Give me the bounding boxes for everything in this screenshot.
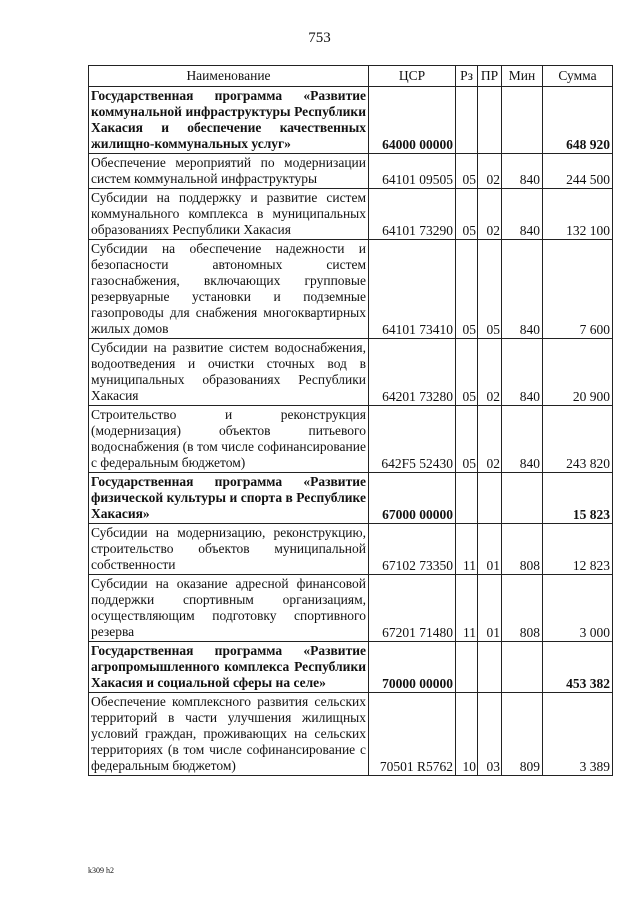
cell-name: Обеспечение комплексного развития сельских территорий в части улучшения жилищных условий граждан, проживающих на сельских территориях (в том числе софинансирование с федеральным бюджетом)	[89, 693, 369, 776]
cell-pr	[478, 473, 502, 524]
cell-csr: 70501 R5762	[369, 693, 456, 776]
table-row	[89, 524, 613, 575]
cell-rz: 05	[456, 240, 478, 339]
cell-sum: 453 382	[543, 642, 613, 693]
cell-name: Государственная программа «Развитие физической культуры и спорта в Республике Хакасия»	[89, 473, 369, 524]
table-row	[89, 189, 613, 240]
cell-min: 808	[502, 524, 543, 575]
table-row	[89, 154, 613, 189]
cell-sum: 3 000	[543, 575, 613, 642]
cell-min: 840	[502, 339, 543, 406]
cell-sum: 15 823	[543, 473, 613, 524]
cell-rz: 05	[456, 189, 478, 240]
cell-csr: 67000 00000	[369, 473, 456, 524]
table-row	[89, 406, 613, 473]
cell-min: 840	[502, 406, 543, 473]
cell-rz: 10	[456, 693, 478, 776]
cell-min	[502, 473, 543, 524]
cell-name: Субсидии на развитие систем водоснабжения, водоотведения и очистки сточных вод в муниципальных образованиях Республики Хакасия	[89, 339, 369, 406]
cell-sum: 20 900	[543, 339, 613, 406]
table-row	[89, 240, 613, 339]
footer-code: k309 h2	[88, 866, 114, 875]
table-row-program	[89, 642, 613, 693]
header-name: Наименование	[89, 66, 369, 87]
cell-name: Субсидии на модернизацию, реконструкцию, строительство объектов муниципальной собственности	[89, 524, 369, 575]
cell-pr: 02	[478, 154, 502, 189]
cell-rz: 11	[456, 524, 478, 575]
cell-name: Обеспечение мероприятий по модернизации систем коммунальной инфраструктуры	[89, 154, 369, 189]
cell-name: Государственная программа «Развитие коммунальной инфраструктуры Республики Хакасия и обеспечение качественных жилищно-коммунальных услуг»	[89, 87, 369, 154]
cell-name: Строительство и реконструкция (модернизация) объектов питьевого водоснабжения (в том числе софинансирование с федеральным бюджетом)	[89, 406, 369, 473]
cell-csr: 67201 71480	[369, 575, 456, 642]
cell-rz: 05	[456, 406, 478, 473]
header-csr: ЦСР	[369, 66, 456, 87]
cell-csr: 64101 73410	[369, 240, 456, 339]
cell-rz: 05	[456, 154, 478, 189]
table-row-program	[89, 473, 613, 524]
header-min: Мин	[502, 66, 543, 87]
cell-name: Субсидии на оказание адресной финансовой поддержки спортивным организациям, осуществляющим подготовку спортивного резерва	[89, 575, 369, 642]
cell-min: 809	[502, 693, 543, 776]
cell-sum: 12 823	[543, 524, 613, 575]
cell-min: 840	[502, 154, 543, 189]
table-row	[89, 575, 613, 642]
table-row	[89, 339, 613, 406]
cell-csr: 64000 00000	[369, 87, 456, 154]
page-number: 753	[308, 30, 331, 46]
budget-table	[88, 65, 613, 776]
cell-min: 808	[502, 575, 543, 642]
cell-rz	[456, 473, 478, 524]
cell-rz	[456, 87, 478, 154]
cell-sum: 3 389	[543, 693, 613, 776]
cell-csr: 70000 00000	[369, 642, 456, 693]
cell-rz: 11	[456, 575, 478, 642]
cell-pr: 03	[478, 693, 502, 776]
cell-pr: 02	[478, 406, 502, 473]
cell-pr	[478, 642, 502, 693]
cell-name: Субсидии на поддержку и развитие систем коммунального комплекса в муниципальных образованиях Республики Хакасия	[89, 189, 369, 240]
table-row	[89, 693, 613, 776]
cell-name: Субсидии на обеспечение надежности и безопасности автономных систем газоснабжения, включающих групповые резервуарные установки и подземные газопроводы для снабжения многоквартирных жилых домов	[89, 240, 369, 339]
header-pr: ПР	[478, 66, 502, 87]
cell-csr: 64101 09505	[369, 154, 456, 189]
table-row-program	[89, 87, 613, 154]
cell-sum: 132 100	[543, 189, 613, 240]
cell-csr: 64201 73280	[369, 339, 456, 406]
cell-csr: 67102 73350	[369, 524, 456, 575]
cell-sum: 244 500	[543, 154, 613, 189]
cell-rz	[456, 642, 478, 693]
cell-pr	[478, 87, 502, 154]
cell-csr: 642F5 52430	[369, 406, 456, 473]
cell-pr: 01	[478, 575, 502, 642]
table-body	[89, 87, 613, 776]
cell-csr: 64101 73290	[369, 189, 456, 240]
cell-sum: 7 600	[543, 240, 613, 339]
cell-min: 840	[502, 189, 543, 240]
cell-pr: 05	[478, 240, 502, 339]
cell-pr: 02	[478, 189, 502, 240]
header-rz: Рз	[456, 66, 478, 87]
cell-min: 840	[502, 240, 543, 339]
cell-pr: 01	[478, 524, 502, 575]
cell-sum: 243 820	[543, 406, 613, 473]
cell-rz: 05	[456, 339, 478, 406]
cell-name: Государственная программа «Развитие агропромышленного комплекса Республики Хакасия и социальной сферы на селе»	[89, 642, 369, 693]
cell-sum: 648 920	[543, 87, 613, 154]
cell-min	[502, 642, 543, 693]
header-sum: Сумма	[543, 66, 613, 87]
cell-pr: 02	[478, 339, 502, 406]
table-header-row	[89, 66, 613, 87]
cell-min	[502, 87, 543, 154]
